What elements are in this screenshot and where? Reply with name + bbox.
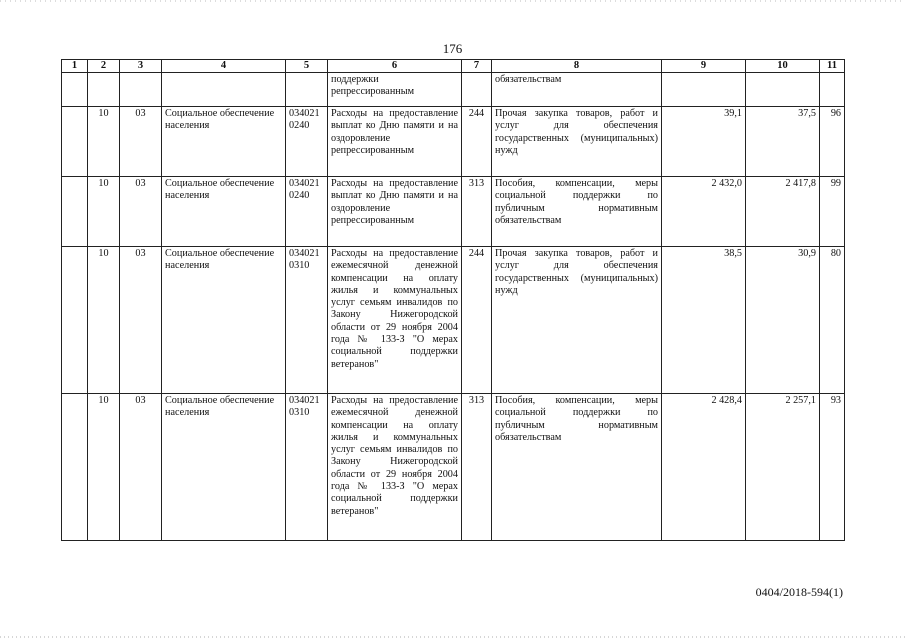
expense-type-code: 244	[462, 247, 492, 394]
column-header: 9	[662, 60, 746, 73]
section-name: Социальное обеспечение населения	[162, 177, 286, 247]
target-article-code: 034021 0310	[286, 394, 328, 541]
page-number: 176	[442, 41, 463, 56]
expense-type-code: 244	[462, 107, 492, 177]
document-code: 0404/2018-594(1)	[755, 585, 843, 599]
expense-type-code: 313	[462, 177, 492, 247]
section-code: 10	[88, 107, 120, 177]
expense-type: Пособия, компенсации, меры социальной поддержки по публичным нормативным обязательствам	[492, 177, 662, 247]
column-header: 6	[328, 60, 462, 73]
subsection-code: 03	[120, 177, 162, 247]
table-row	[62, 107, 845, 177]
section-code: 10	[88, 177, 120, 247]
execution-percent: 99	[820, 177, 845, 247]
scan-edge-bottom	[0, 636, 905, 638]
table-row-continuation	[62, 73, 845, 107]
planned-amount: 39,1	[662, 107, 746, 177]
target-article-code: 034021 0240	[286, 177, 328, 247]
section-code: 10	[88, 394, 120, 541]
target-article-code: 034021 0310	[286, 247, 328, 394]
column-header: 7	[462, 60, 492, 73]
column-header: 8	[492, 60, 662, 73]
column-header: 1	[62, 60, 88, 73]
section-name: Социальное обеспечение населения	[162, 107, 286, 177]
expense-description: Расходы на предоставление ежемесячной денежной компенсации на оплату жилья и коммунальных услуг семьям инвалидов по Закону Нижегородской области от 29 ноября 2004 года № 133-З "О мерах социальной поддержки ветеранов"	[328, 247, 462, 394]
expense-type: Прочая закупка товаров, работ и услуг для обеспечения государственных (муниципальных) нужд	[492, 247, 662, 394]
expense-description: поддержки репрессированным	[328, 73, 462, 107]
executed-amount: 2 257,1	[746, 394, 820, 541]
table-row	[62, 177, 845, 247]
column-header: 11	[820, 60, 845, 73]
expense-type-code: 313	[462, 394, 492, 541]
execution-percent: 96	[820, 107, 845, 177]
section-name: Социальное обеспечение населения	[162, 247, 286, 394]
subsection-code: 03	[120, 394, 162, 541]
header-row	[62, 60, 845, 73]
table-row	[62, 247, 845, 394]
planned-amount: 2 428,4	[662, 394, 746, 541]
expense-description: Расходы на предоставление выплат ко Дню памяти и на оздоровление репрессированным	[328, 177, 462, 247]
expense-type: Прочая закупка товаров, работ и услуг для обеспечения государственных (муниципальных) нужд	[492, 107, 662, 177]
table-row	[62, 394, 845, 541]
section-name: Социальное обеспечение населения	[162, 394, 286, 541]
executed-amount: 2 417,8	[746, 177, 820, 247]
subsection-code: 03	[120, 107, 162, 177]
column-header: 4	[162, 60, 286, 73]
budget-table	[61, 59, 845, 541]
expense-description: Расходы на предоставление выплат ко Дню памяти и на оздоровление репрессированным	[328, 107, 462, 177]
column-header: 3	[120, 60, 162, 73]
column-header: 5	[286, 60, 328, 73]
section-code: 10	[88, 247, 120, 394]
expense-type: Пособия, компенсации, меры социальной поддержки по публичным нормативным обязательствам	[492, 394, 662, 541]
execution-percent: 80	[820, 247, 845, 394]
scan-edge-top	[0, 0, 905, 2]
execution-percent: 93	[820, 394, 845, 541]
target-article-code: 034021 0240	[286, 107, 328, 177]
expense-type: обязательствам	[492, 73, 662, 107]
executed-amount: 37,5	[746, 107, 820, 177]
expense-description: Расходы на предоставление ежемесячной денежной компенсации на оплату жилья и коммунальных услуг семьям инвалидов по Закону Нижегородской области от 29 ноября 2004 года № 133-З "О мерах социальной поддержки ветеранов"	[328, 394, 462, 541]
executed-amount: 30,9	[746, 247, 820, 394]
column-header: 10	[746, 60, 820, 73]
column-header: 2	[88, 60, 120, 73]
subsection-code: 03	[120, 247, 162, 394]
planned-amount: 38,5	[662, 247, 746, 394]
planned-amount: 2 432,0	[662, 177, 746, 247]
